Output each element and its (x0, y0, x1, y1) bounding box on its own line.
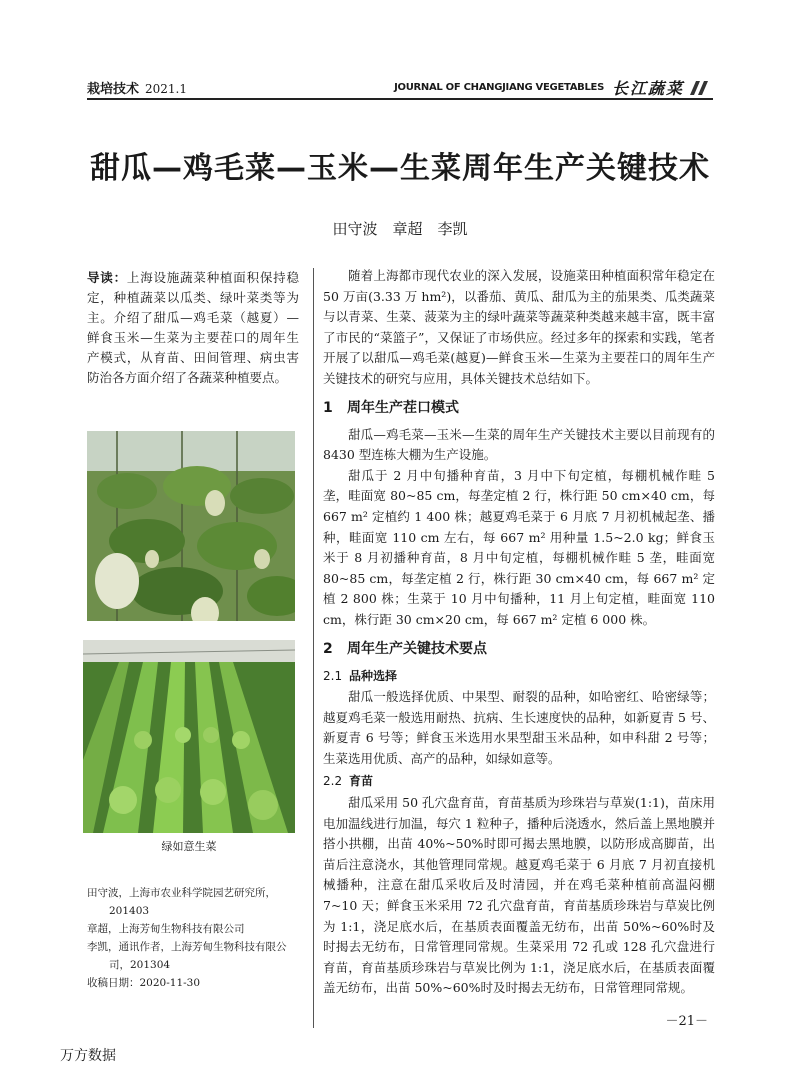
section-2-title: 周年生产关键技术要点 (347, 640, 487, 657)
section-2-number: 2 (323, 640, 333, 657)
subsection-2-1-number: 2.1 (323, 668, 343, 683)
abstract-text: 上海设施蔬菜种植面积保持稳定，种植蔬菜以瓜类、绿叶菜类等为主。介绍了甜瓜—鸡毛菜（越夏）—鲜食玉米—生菜为主要茬口的周年生产模式，从育苗、田间管理、病虫害防治各方面介绍了各蔬菜种植要点。 (87, 270, 299, 385)
database-watermark: 万方数据 (60, 1048, 116, 1064)
section-1-paragraph: 甜瓜—鸡毛菜—玉米—生菜的周年生产关键技术主要以目前现有的 8430 型连栋大棚为生产设施。 (323, 426, 715, 463)
section-label: 栽培技术 (87, 82, 140, 97)
main-text-column (323, 266, 715, 999)
subsection-2-2-paragraph: 甜瓜采用 50 孔穴盘育苗，育苗基质为珍珠岩与草炭(1:1)，苗床用电加温线进行加温，每穴 1 粒种子，播种后浇透水，然后盖上黑地膜并搭小拱棚，出苗 40%~50%时即可揭去黑地膜，以防形成高脚苗，出苗后注意浇水，其他管理同常规。越夏鸡毛菜于 6 月底 7 月初直接机械播种，注意在甜瓜采收后及时清园，并在鸡毛菜种植前高温闷棚 7~10 天；鲜食玉米采用 72 孔穴盘育苗，育苗基质珍珠岩与草炭比例为 1:1，浇足底水后，在基质表面覆盖无纺布，出苗 50%~60%时及时揭去无纺布，日常管理同常规。生菜采用 72 孔或 128 孔穴盘进行育苗，育苗基质珍珠岩与草炭比例为 1:1，浇足底水后，在基质表面覆盖无纺布，出苗 50%~60%时及时揭去无纺布，日常管理同常规。 (323, 795, 715, 996)
melon-greenhouse-photo (87, 431, 295, 621)
subsection-2-1-paragraph: 甜瓜一般选择优质、中果型、耐裂的品种，如哈密红、哈密绿等；越夏鸡毛菜一般选用耐热、抗病、生长速度快的品种，如新夏青 5 号、新夏青 6 号等；鲜食玉米选用水果型甜玉米品种，如申科甜 2 号等；生菜选用优质、高产的品种，如绿如意等。 (323, 689, 715, 766)
abstract-label: 导读： (87, 270, 127, 285)
intro-paragraph: 随着上海都市现代农业的深入发展，设施菜田种植面积常年稳定在 50 万亩(3.33 万 hm²)，以番茄、黄瓜、甜瓜为主的茄果类、瓜类蔬菜与以青菜、生菜、菠菜为主的绿叶蔬菜等蔬菜种类越来越丰富，既丰富了市民的“菜篮子”，又保证了市场供应。经过多年的探索和实践，笔者开展了以甜瓜—鸡毛菜(越夏)—鲜食玉米—生菜为主要茬口的周年生产关键技术的研究与应用，具体关键技术总结如下。 (323, 268, 715, 386)
affiliation-item: 田守波，上海市农业科学院园艺研究所，201403 (87, 887, 276, 917)
abstract-column (87, 268, 299, 388)
journal-name-en: JOURNAL OF CHANGJIANG VEGETABLES (394, 82, 604, 93)
author-list: 田守波 章超 李凯 (332, 220, 468, 238)
section-2-heading (323, 638, 715, 660)
running-header-right (394, 76, 710, 99)
lettuce-field-photo (83, 640, 295, 833)
subsection-2-2-number: 2.2 (323, 774, 343, 789)
subsection-2-2-title: 育苗 (349, 774, 374, 789)
figure-caption: 绿如意生菜 (161, 840, 217, 853)
header-rule (87, 98, 713, 100)
affiliation-item: 章超，上海芳甸生物科技有限公司 (87, 923, 245, 935)
journal-logo-zh: 长江蔬菜 (611, 79, 684, 98)
affiliation-item: 李凯，通讯作者，上海芳甸生物科技有限公司，201304 (87, 941, 287, 971)
received-date: 收稿日期：2020-11-30 (87, 977, 201, 989)
subsection-2-1-title: 品种选择 (349, 668, 398, 683)
section-1-heading (323, 397, 715, 419)
subsection-2-2-heading (323, 771, 715, 792)
issue-label: 2021.1 (145, 82, 188, 96)
page-number: －21－ (665, 1014, 708, 1029)
section-1-paragraph: 甜瓜于 2 月中旬播种育苗，3 月中下旬定植，每棚机械作畦 5 垄，畦面宽 80~85 cm，每垄定植 2 行，株行距 50 cm×40 cm，每 667 m² 定植约 1 400 株；越夏鸡毛菜于 6 月底 7 月初机械起垄、播种，畦面宽 110 cm 左右，每 667 m² 用种量 1.5~2.0 kg；鲜食玉米于 8 月初播种育苗，8 月中旬定植，每棚机械作畦 5 垄，畦面宽 80~85 cm，每垄定植 2 行，株行距 30 cm×40 cm，每 667 m² 定植 2 800 株；生菜于 10 月中旬播种，11 月上旬定植，畦面宽 110 cm，株行距 30 cm×20 cm，每 667 m² 定植 6 000 株。 (323, 467, 715, 627)
section-1-title: 周年生产茬口模式 (347, 399, 459, 416)
subsection-2-1-heading (323, 666, 715, 687)
article-title: 甜瓜—鸡毛菜—玉米—生菜周年生产关键技术 (90, 151, 710, 186)
author-affiliations (87, 884, 302, 992)
slashes-decoration-icon (690, 81, 710, 95)
running-header-left (87, 78, 187, 97)
column-divider (313, 268, 314, 1028)
abstract (87, 268, 299, 388)
section-1-number: 1 (323, 399, 333, 416)
